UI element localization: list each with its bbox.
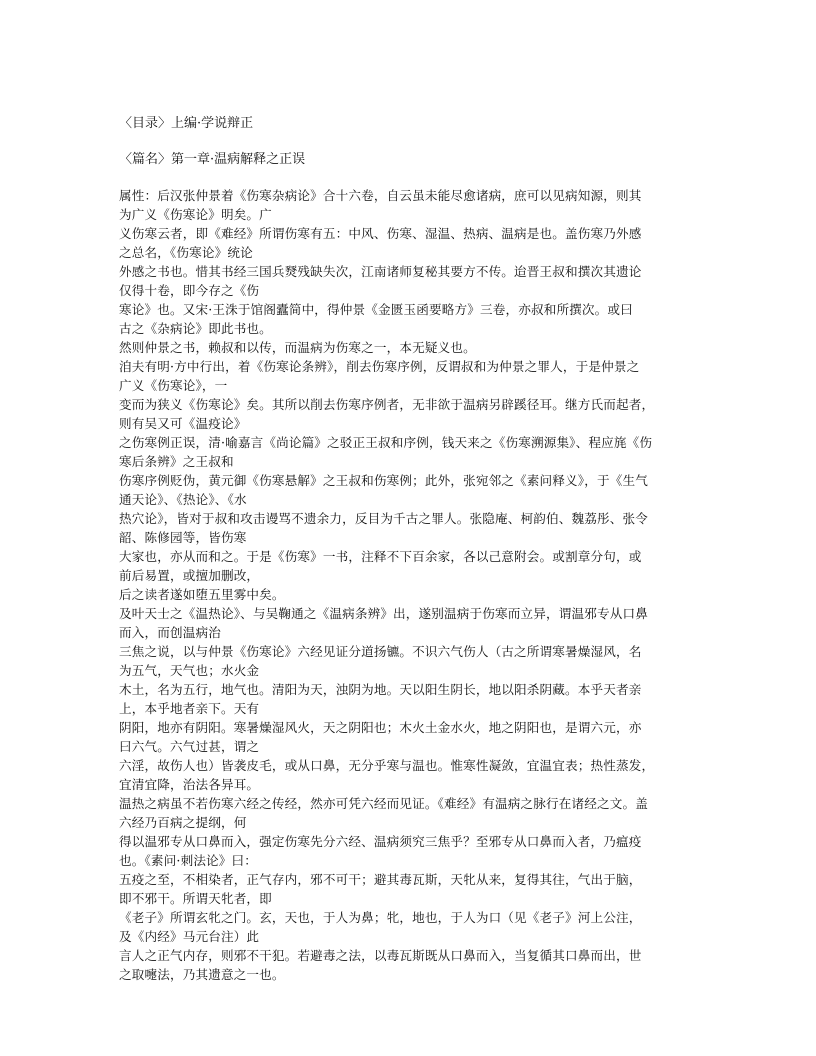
body-line: 大家也，亦从而和之。于是《伤寒》一书，注释不下百余家，各以己意附会。或割章分句，或 (119, 549, 642, 564)
article-body (119, 186, 699, 984)
body-line: 六经乃百病之提纲，何 (119, 815, 247, 830)
body-line: 之总名，《伤寒论》统论 (119, 245, 253, 260)
body-line: 然则仲景之书，赖叔和以传，而温病为伤寒之一，本无疑义也。 (119, 340, 476, 355)
chapter-heading: 〈篇名〉第一章·温病解释之正误 (119, 152, 306, 167)
body-line: 六淫，故伤人也）皆袭皮毛，或从口鼻，无分乎寒与温也。惟寒性凝敛，宜温宜表；热性蒸发， (119, 758, 655, 773)
body-line: 伤寒序例贬伪，黄元御《伤寒悬解》之王叔和伤寒例；此外，张宛邻之《素问释义》，于《生气 (119, 473, 648, 488)
body-line: 为广义《伤寒论》明矣。广 (119, 207, 272, 222)
body-line: 属性：后汉张仲景着《伤寒杂病论》合十六卷，自云虽未能尽愈诸病，庶可以见病知源，则其 (119, 188, 642, 203)
body-line: 及叶天士之《温热论》、与吴鞠通之《温病条辨》出，遂别温病于伤寒而立异，谓温邪专从口鼻 (119, 606, 648, 621)
body-line: 外感之书也。惜其书经三国兵燹残缺失次，江南诸师复秘其要方不传。迨晋王叔和撰次其遗论 (119, 264, 642, 279)
body-line: 及《内经》马元台注）此 (119, 929, 260, 944)
body-line: 三焦之说，以与仲景《伤寒论》六经见证分道扬镳。不识六气伤人（古之所谓寒暑燥湿风，名 (119, 644, 642, 659)
body-line: 为五气，天气也；水火金 (119, 663, 260, 678)
body-line: 也。《素问·刺法论》曰： (119, 853, 258, 868)
body-line: 言人之正气内存，则邪不干犯。若避毒之法，以毒瓦斯既从口鼻而入，当复循其口鼻而出，世 (119, 948, 642, 963)
body-line: 木土，名为五行，地气也。清阳为天，浊阴为地。天以阳生阴长，地以阳杀阴藏。本乎天者亲 (119, 682, 642, 697)
body-line: 上，本乎地者亲下。天有 (119, 701, 260, 716)
body-line: 则有吴又可《温疫论》 (119, 416, 247, 431)
body-line: 得以温邪专从口鼻而入，强定伤寒先分六经、温病须究三焦乎？至邪专从口鼻而入者，乃瘟疫 (119, 834, 642, 849)
body-line: 之取嚏法，乃其遗意之一也。 (119, 967, 285, 982)
body-line: 后之读者遂如堕五里雾中矣。 (119, 587, 285, 602)
body-line: 宜清宜降，治法各异耳。 (119, 777, 260, 792)
body-line: 曰六气。六气过甚，谓之 (119, 739, 260, 754)
body-line: 《老子》所谓玄牝之门。玄，天也，于人为鼻；牝，地也，于人为口（见《老子》河上公注， (119, 910, 642, 925)
catalog-heading: 〈目录〉上编·学说辩正 (119, 116, 254, 131)
body-line: 韶、陈修园等，皆伤寒 (119, 530, 247, 545)
body-line: 通天论》、《热论》、《水 (119, 492, 247, 507)
body-line: 温热之病虽不若伤寒六经之传经，然亦可凭六经而见证。《难经》有温病之脉行在诸经之文。盖 (119, 796, 648, 811)
body-line: 寒论》也。又宋·王洙于馆阁蠹简中，得仲景《金匮玉函要略方》三卷，亦叔和所撰次。或曰 (119, 302, 633, 317)
body-line: 热穴论》，皆对于叔和攻击谩骂不遗余力，反目为千古之罪人。张隐庵、柯韵伯、魏荔彤、张令 (119, 511, 648, 526)
body-line: 仅得十卷，即今存之《伤 (119, 283, 260, 298)
body-line: 阴阳，地亦有阴阳。寒暑燥湿风火，天之阴阳也；木火土金水火，地之阴阳也，是谓六元，亦 (119, 720, 642, 735)
body-line: 五疫之至，不相染者，正气存内，邪不可干；避其毒瓦斯，天牝从来，复得其往，气出于脑， (119, 872, 642, 887)
body-line: 寒后条辨》之王叔和 (119, 454, 234, 469)
body-line: 义伤寒云者，即《难经》所谓伤寒有五：中风、伤寒、湿温、热病、温病是也。盖伤寒乃外感 (119, 226, 642, 241)
body-line: 之伤寒例正误，清·喻嘉言《尚论篇》之驳正王叔和序例，钱天来之《伤寒溯源集》、程应旄《伤 (119, 435, 653, 450)
body-line: 广义《伤寒论》，一 (119, 378, 228, 393)
body-line: 前后易置，或擅加删改， (119, 568, 260, 583)
body-line: 即不邪干。所谓天牝者，即 (119, 891, 272, 906)
body-line: 变而为狭义《伤寒论》矣。其所以削去伤寒序例者，无非欲于温病另辟蹊径耳。继方氏而起者， (119, 397, 655, 412)
body-line: 洎夫有明·方中行出，着《伤寒论条辨》，削去伤寒序例，反谓叔和为仲景之罪人，于是仲景之 (119, 359, 640, 374)
body-line: 而入，而创温病治 (119, 625, 221, 640)
body-line: 古之《杂病论》即此书也。 (119, 321, 272, 336)
